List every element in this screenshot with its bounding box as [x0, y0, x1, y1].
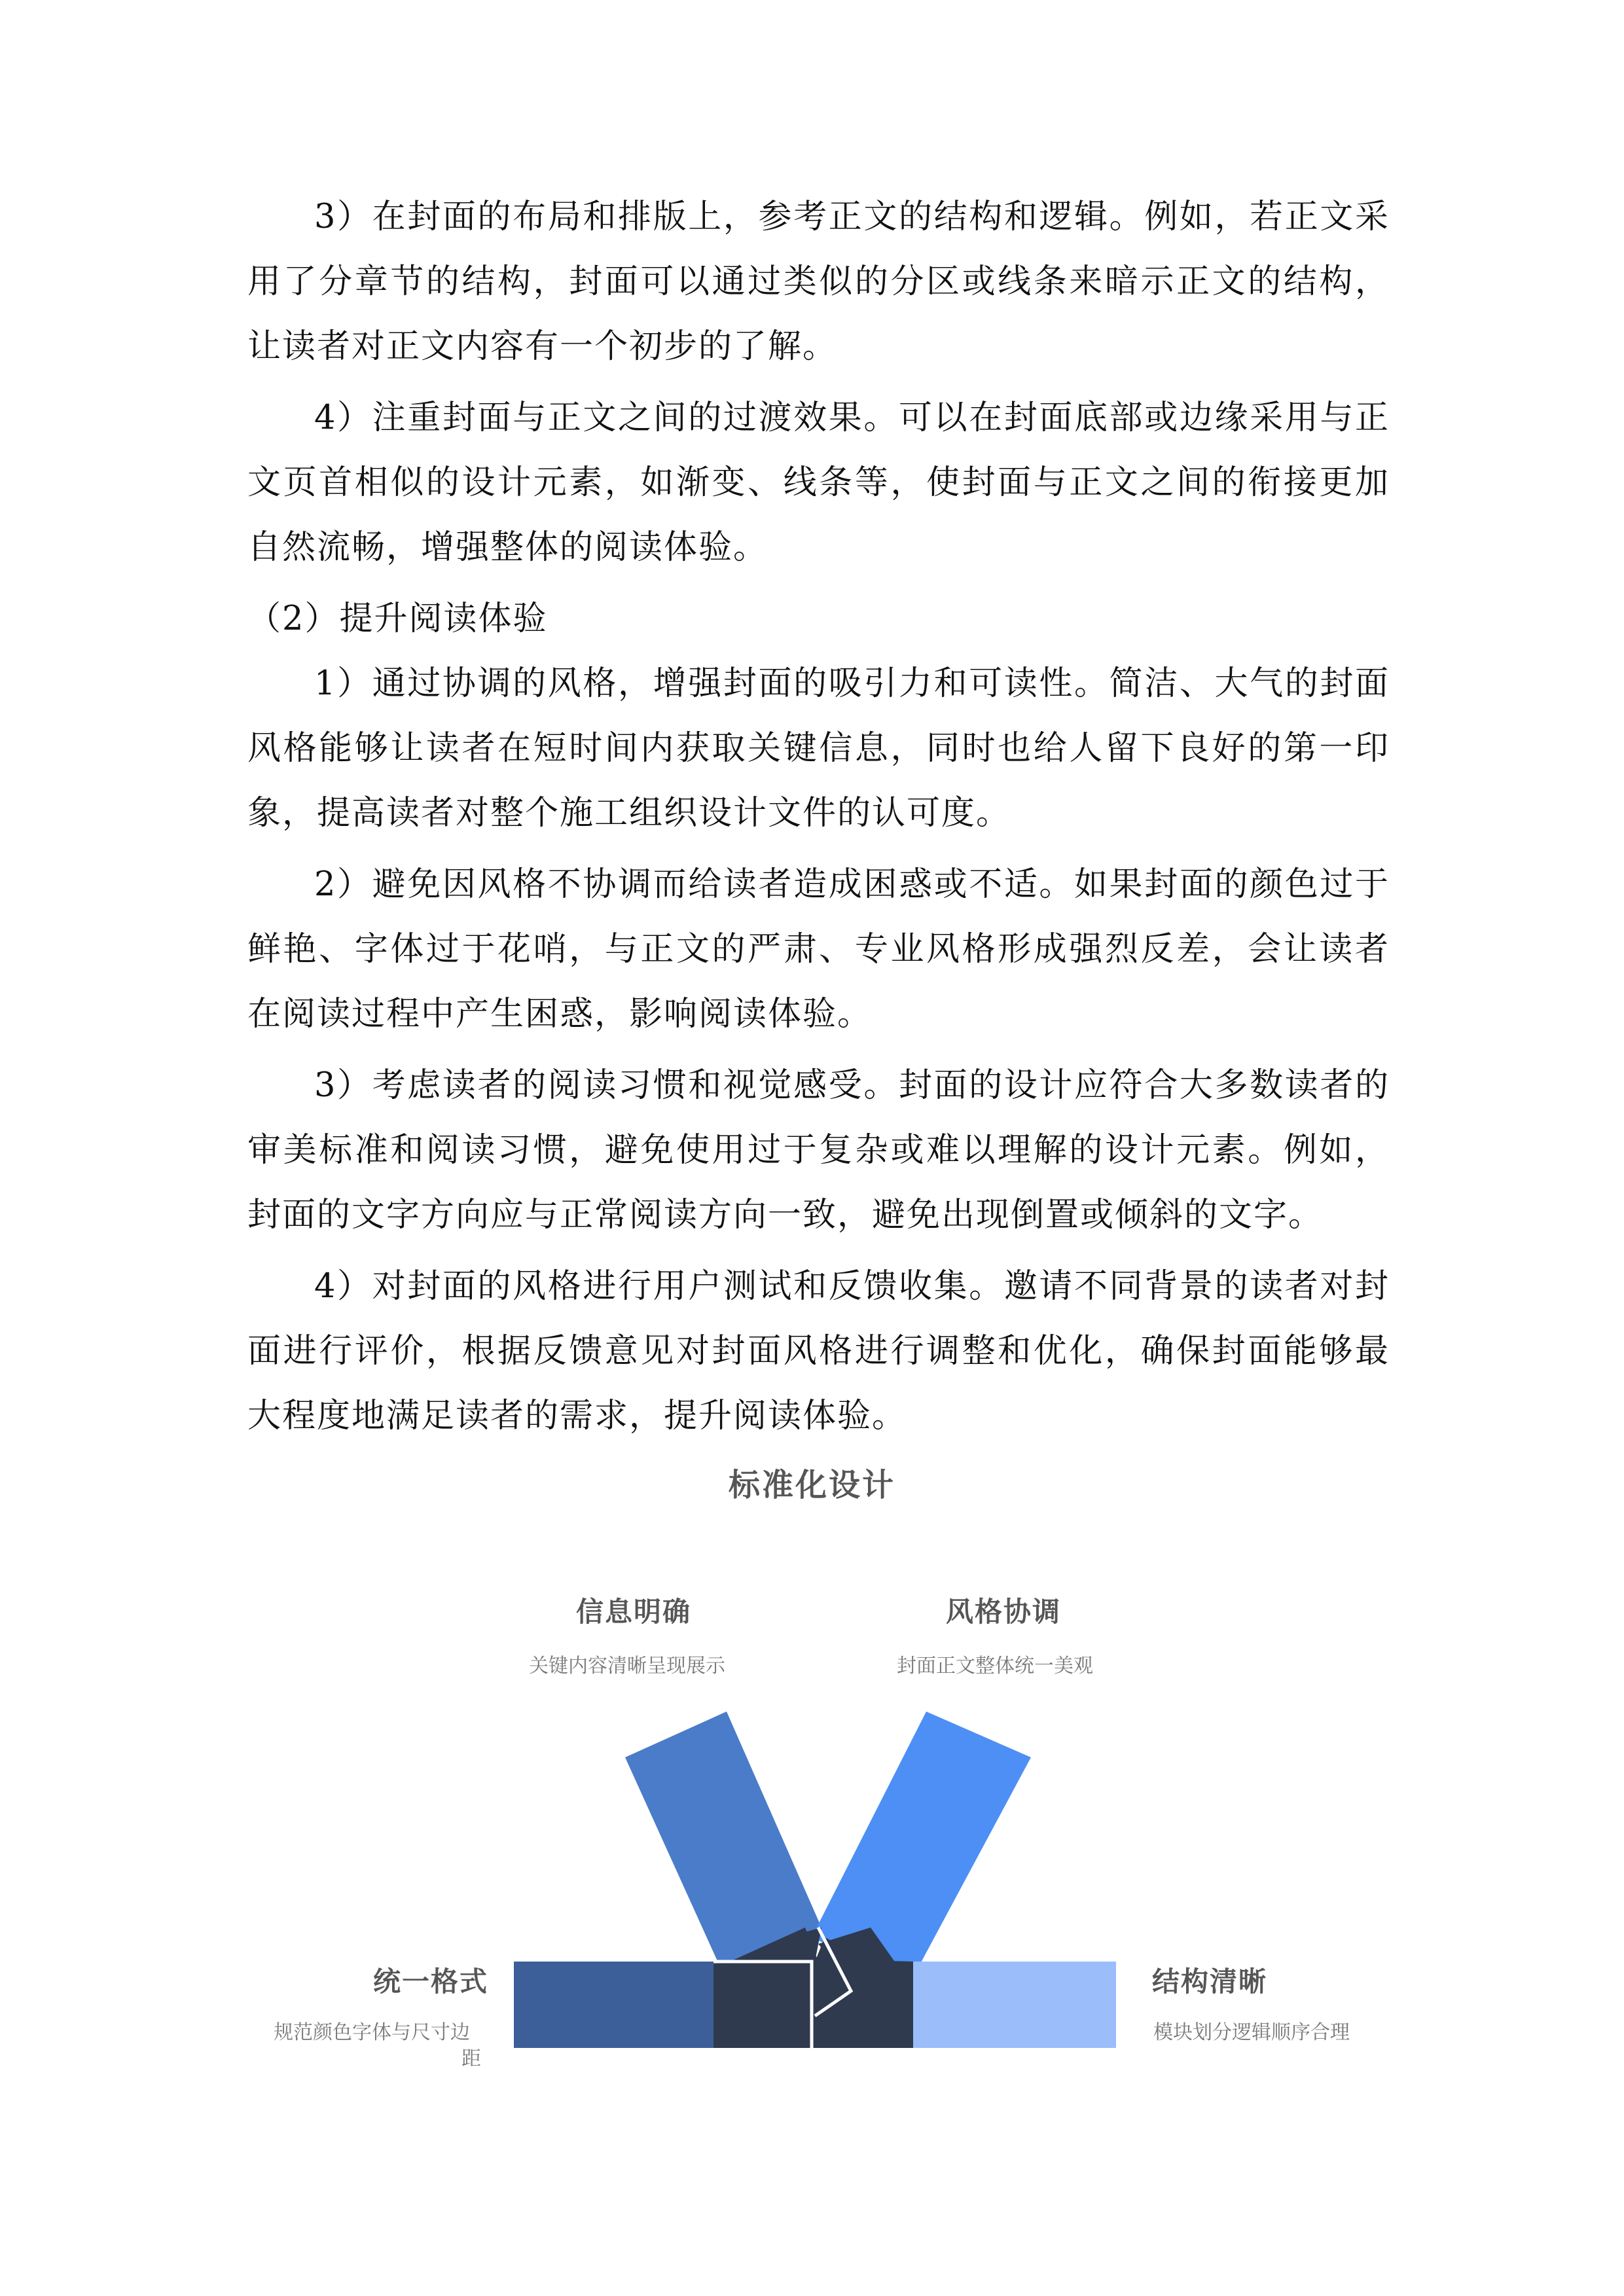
right-bar	[913, 1962, 1116, 2048]
label-style-title: 风格协调	[946, 1596, 1062, 1628]
standardization-diagram	[0, 1440, 1624, 2094]
label-style-subtitle: 封面正文整体统一美观	[897, 1655, 1093, 1677]
label-structure-title: 结构清晰	[1152, 1965, 1268, 1998]
paragraph-2: 4）注重封面与正文之间的过渡效果。可以在封面底部或边缘采用与正文页首相似的设计元素，如渐变、线条等，使封面与正文之间的衔接更加自然流畅，增强整体的阅读体验。	[247, 399, 1390, 567]
label-info-title: 信息明确	[576, 1596, 692, 1628]
label-format-subtitle-1: 规范颜色字体与尺寸边	[274, 2021, 470, 2044]
label-structure-subtitle: 模块划分逻辑顺序合理	[1153, 2021, 1350, 2044]
top-left-bar	[625, 1712, 821, 1967]
label-info-subtitle: 关键内容清晰呈现展示	[529, 1655, 725, 1677]
label-format-title: 统一格式	[373, 1965, 489, 1998]
paragraph-3: 1）通过协调的风格，增强封面的吸引力和可读性。简洁、大气的封面风格能够让读者在短时间内获取关键信息，同时也给人留下良好的第一印象，提高读者对整个施工组织设计文件的认可度。	[247, 664, 1390, 833]
label-format-subtitle-2: 距	[461, 2047, 481, 2070]
paragraph-4: 2）避免因风格不协调而给读者造成困惑或不适。如果封面的颜色过于鲜艳、字体过于花哨，与正文的严肃、专业风格形成强烈反差，会让读者在阅读过程中产生困惑，影响阅读体验。	[247, 865, 1390, 1033]
diagram-title: 标准化设计	[728, 1467, 895, 1503]
left-bar	[514, 1962, 713, 2048]
section-heading: （2）提升阅读体验	[247, 600, 548, 638]
body-text	[247, 185, 1390, 1455]
paragraph-1: 3）在封面的布局和排版上，参考正文的结构和逻辑。例如，若正文采用了分章节的结构，封面可以通过类似的分区或线条来暗示正文的结构，让读者对正文内容有一个初步的了解。	[247, 198, 1390, 366]
paragraph-6: 4）对封面的风格进行用户测试和反馈收集。邀请不同背景的读者对封面进行评价，根据反馈意见对封面风格进行调整和优化，确保封面能够最大程度地满足读者的需求，提升阅读体验。	[247, 1267, 1390, 1435]
diagram-shapes	[0, 1440, 1624, 2094]
paragraph-5: 3）考虑读者的阅读习惯和视觉感受。封面的设计应符合大多数读者的审美标准和阅读习惯，避免使用过于复杂或难以理解的设计元素。例如，封面的文字方向应与正常阅读方向一致，避免出现倒置或倾斜的文字。	[247, 1066, 1390, 1234]
